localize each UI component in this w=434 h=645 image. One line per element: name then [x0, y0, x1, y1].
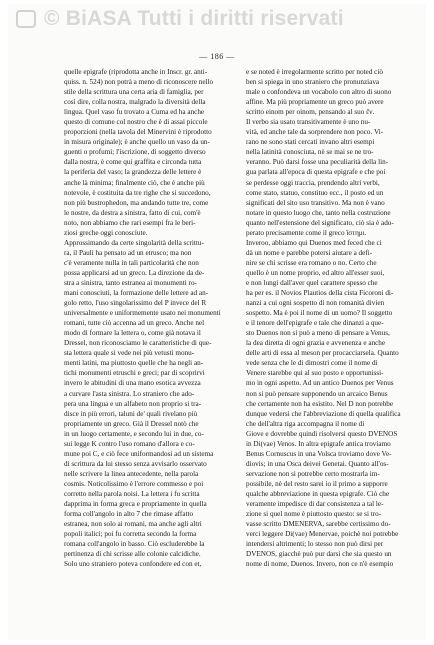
text-line: che certamente non ha esistito. Nel D non potrebbe	[246, 399, 394, 408]
text-line: nanzi a cui ogni sospetto di non romanità divien	[246, 299, 385, 308]
text-line: golo retto, l'uso singolarissimo del P invece del R	[64, 299, 207, 308]
text-line: notare in questo luogo che, tanto nella costruzione	[246, 208, 391, 217]
text-line: dunque vedersi che l'abbreviazione di quella qualifica	[246, 409, 401, 418]
watermark-logo-icon	[16, 10, 36, 28]
text-line: Dressel, non riconosciamo le caratteristiche di que-	[64, 339, 212, 348]
text-line: verci leggere Di(vae) Menervae, poichè noi potrebbe	[246, 530, 399, 539]
text-line: rano ne sono stati cercati invano altri esempi	[246, 138, 375, 147]
text-line: quelle epigrafe (riprodotta anche in Inscr. gr. anti-	[64, 68, 208, 76]
text-line: vità, ed anche tale da sorprendere non poco. Vi-	[246, 128, 384, 137]
text-line: DVENOS, giacchè può pur darsi che sia questo un	[246, 550, 392, 559]
text-line: questo di comune col nostro che è di assai piccole	[64, 118, 208, 127]
text-line: di scrittura da lui stesso senza avvisarlo osservato	[64, 459, 207, 468]
text-line: pertinenza di chi scrisse alle colonie calcidiche.	[64, 550, 201, 559]
text-line: in misura originale); è anche quello un vaso da un-	[64, 138, 210, 147]
text-line: e non lungi dall'aver quel carattere spesso che	[246, 278, 378, 287]
text-line: sui legge K contro l'uso romano d'allora e co-	[64, 439, 195, 448]
text-line: delle arti di essa al meson per procacciarsela. Quanto	[246, 349, 399, 358]
text-line: anche là minima; finalmente ciò, che è anche più	[64, 178, 205, 187]
text-line: romana coll'angolo in basso. Ciò escluderebbe la	[64, 540, 205, 549]
text-column-left	[64, 67, 234, 569]
text-line: guenti o profumi; l'iscrizione, di soggetto diverso	[64, 148, 206, 157]
text-line: significati del sito uso transitivo. Ma non è vano	[246, 198, 385, 207]
text-line: e se noted è irregolarmente scritto per noted ciò	[246, 68, 383, 76]
text-column-right	[246, 67, 416, 569]
watermark	[44, 8, 414, 30]
text-line: nire se chi scrisse era romano o no. Certo che	[246, 258, 377, 267]
text-line: possibile, nè del resto sarei io il primo a supporre	[246, 479, 388, 488]
text-line: mani conosciuti, la formazione delle lettere ad an-	[64, 289, 209, 298]
text-line: scritto einom per oinom, pensando al suo ἕν.	[246, 108, 375, 117]
text-line: mo in ogni aspetto. Ad un antico Duenos per Venus	[246, 379, 394, 388]
text-line: zione si quel nome è piuttosto questo: se si tro-	[246, 510, 382, 519]
text-line: veranno. Può darsi fosse una peculiarità della lin-	[246, 158, 389, 167]
text-line: Giove e dovrebbe quindi risolversi questo DVENOS	[246, 429, 398, 438]
text-line: popoli italici; poi fu corretta secondo la forma	[64, 530, 197, 539]
text-line: vede senza che le di dimostri come il nome di	[246, 359, 378, 368]
text-line: invero le abitudini di una mano esotica avvezza	[64, 379, 201, 388]
page-number: — 186 —	[199, 52, 235, 61]
text-line: stra a sinistra, tanto estranea ai monumenti ro-	[64, 278, 197, 287]
document-page	[8, 4, 426, 640]
text-line: Approssimando da certe singolarità della scrittu-	[64, 238, 204, 247]
text-line: perato precisamente come il greco ἵστημι.	[246, 228, 367, 237]
text-line: quanto nell'estensione del significato, ciò sia è ado-	[246, 218, 394, 227]
text-line: romani, tutte ciò accenna ad un greco. Anche nel	[64, 319, 205, 328]
text-line: in un luogo certamente, e secondo lui in due, co-	[64, 429, 204, 438]
text-line: cosmis. Noticolissimo è l'errore commesso e poi	[64, 479, 204, 488]
text-line: Benus Cornuscus in una Volsca troviamo dove Ve-	[246, 449, 392, 458]
text-line: menti latini, ma piuttosto quelle che ha negli an-	[64, 359, 204, 368]
text-line: in Di(vae) Venos. In altra epigrafe antica troviamo	[246, 439, 391, 448]
text-line: lingua. Quel vaso fu trovato a Cuma ed ha anche	[64, 108, 205, 117]
text-line: dapprima in forma greca e propriamente in quella	[64, 500, 207, 509]
text-line: modo di formare la lettera o, come già notava il	[64, 329, 201, 338]
text-line: se perdesse oggi traccia, prendendo altri verbi,	[246, 178, 380, 187]
text-line: quello è un nome proprio, ed altro all'esser suoi,	[246, 268, 385, 277]
text-line: così dire, colla nostra, malgrado la diversità della	[64, 98, 206, 107]
text-line: forma coll'angolo in alto 7 che rimase affatto	[64, 510, 194, 519]
text-line: come stato, statuo, constituo ecc., il posto ed un	[246, 188, 384, 197]
text-line: ra, il Pauli ha pensato ad un etrusco; ma non	[64, 248, 192, 257]
text-line: a curvare l'asta sinistra. Lo straniero che ado-	[64, 389, 195, 398]
text-line: male o confondeva un vocabolo con altro di suono	[246, 88, 392, 97]
text-line: nome di nome, Duenos. Invero, non ce n'è esempio	[246, 560, 394, 569]
text-line: le nostre, da destra a sinistra, fatto di cui, com'è	[64, 208, 201, 217]
text-line: possa applicarsi ad un greco. La direzione da de-	[64, 268, 205, 277]
text-line: e il tenore dell'epigrafe e tale che dinanzi a que-	[246, 319, 384, 328]
text-line: Venere starebbe qui al suo posto e opportunissi-	[246, 369, 384, 378]
text-line: gua parlata all'epoca di questa epigrafe e che poi	[246, 168, 386, 177]
text-line: nelle scrivere la linea antecedente, nella parola	[64, 469, 199, 478]
text-line: affine. Ma più propriamente un greco può avere	[246, 98, 384, 107]
text-line: la periferia del vaso; la grandezza delle lettere è	[64, 168, 202, 177]
text-line: nella latinità conosciuta, nè se mai se ne tro-	[246, 148, 374, 157]
text-line: servazione non si potrebbe certo mostrarla im-	[246, 469, 380, 478]
text-line: qualche abbreviazione in questa epigrafe. Ciò che	[246, 489, 390, 498]
text-line: tichi monumenti etruschi e greci; par di scoprirvi	[64, 369, 205, 378]
text-line: intendersi altrimenti; lo stesso non può dirsi per	[246, 540, 384, 549]
text-line: non si può pensare supponendo un arcaico Benus	[246, 389, 388, 398]
text-line: disce in più errori, taluni de' quali rivelano più	[64, 409, 198, 418]
text-line: corretto nella parola noisi. La lettera i fu scritta	[64, 489, 200, 498]
text-line: veramente impedisce di dar consistenza a tal le-	[246, 500, 384, 509]
text-line: quiss. n. 524) non potrà a meno di riconoscere nello	[64, 78, 214, 87]
text-line: estranea, non solo ai romani, ma anche agli altri	[64, 520, 202, 529]
text-line: notevole, è costituita da tre righe che si succedono,	[64, 188, 211, 197]
text-line: sta lettera quale si vede nei più vetusti monu-	[64, 349, 195, 358]
text-line: pera una lingua e un alfabeto non proprio si tra-	[64, 399, 202, 408]
text-line: dà un nome e parebbe potersi aiutare a defi-	[246, 248, 373, 257]
text-line: dalla nostra, è come qui graffita e circonda tutta	[64, 158, 202, 167]
text-line: diovis; in una Osca deivei Genetai. Quanto all'os-	[246, 459, 389, 468]
text-line: c'è veramente nulla in tali particolarità che non	[64, 258, 199, 267]
text-line: Il verbo sia usato transitivamente è uno nu-	[246, 118, 371, 127]
text-line: universalmente e uniformemente usato nei monumenti	[64, 309, 221, 318]
text-line: stile della scrittura una certa aria di famiglia, per	[64, 88, 204, 97]
text-line: vasse scritto DMENERVA, sarebbe certissimo do-	[246, 520, 391, 529]
text-line: non più bustrophedon, ma andando tutte tre, come	[64, 198, 209, 207]
text-line: ha per es. il Novios Plautios della cista Ficoroni di-	[246, 289, 394, 298]
text-line: Inveroo, abbiamo qui Duenos med feced che ci	[246, 238, 382, 247]
text-line: sospetto. Ma è poi il nome di un uomo? Il soggetto	[246, 309, 393, 318]
text-line: sto Duenos non si può a meno di pensare a Venus,	[246, 329, 390, 338]
text-line: propriamente un greco. Già il Dressel notò che	[64, 419, 199, 428]
text-line: ben si spiega in uno straniero che pronunziava	[246, 78, 380, 87]
text-line: Solo uno straniero poteva confondere ed con et,	[64, 560, 202, 569]
text-line: noto, non abbiamo che rari esempi fra le beri-	[64, 218, 196, 227]
text-line: ziosi greche oggi conosciute.	[64, 228, 148, 237]
text-line: che dell'altra riga accompagna il nome di	[246, 419, 365, 428]
text-line: mune poi C, e ciò fece uniformandosi ad un sistema	[64, 449, 214, 458]
text-line: la dea diretta di ogni grazia e avvenenza e anche	[246, 339, 386, 348]
watermark-text: © BiASA Tutti i diritti riservati	[44, 7, 344, 30]
text-line: proporzioni (nella tavola del Minervini è riprodotto	[64, 128, 212, 137]
